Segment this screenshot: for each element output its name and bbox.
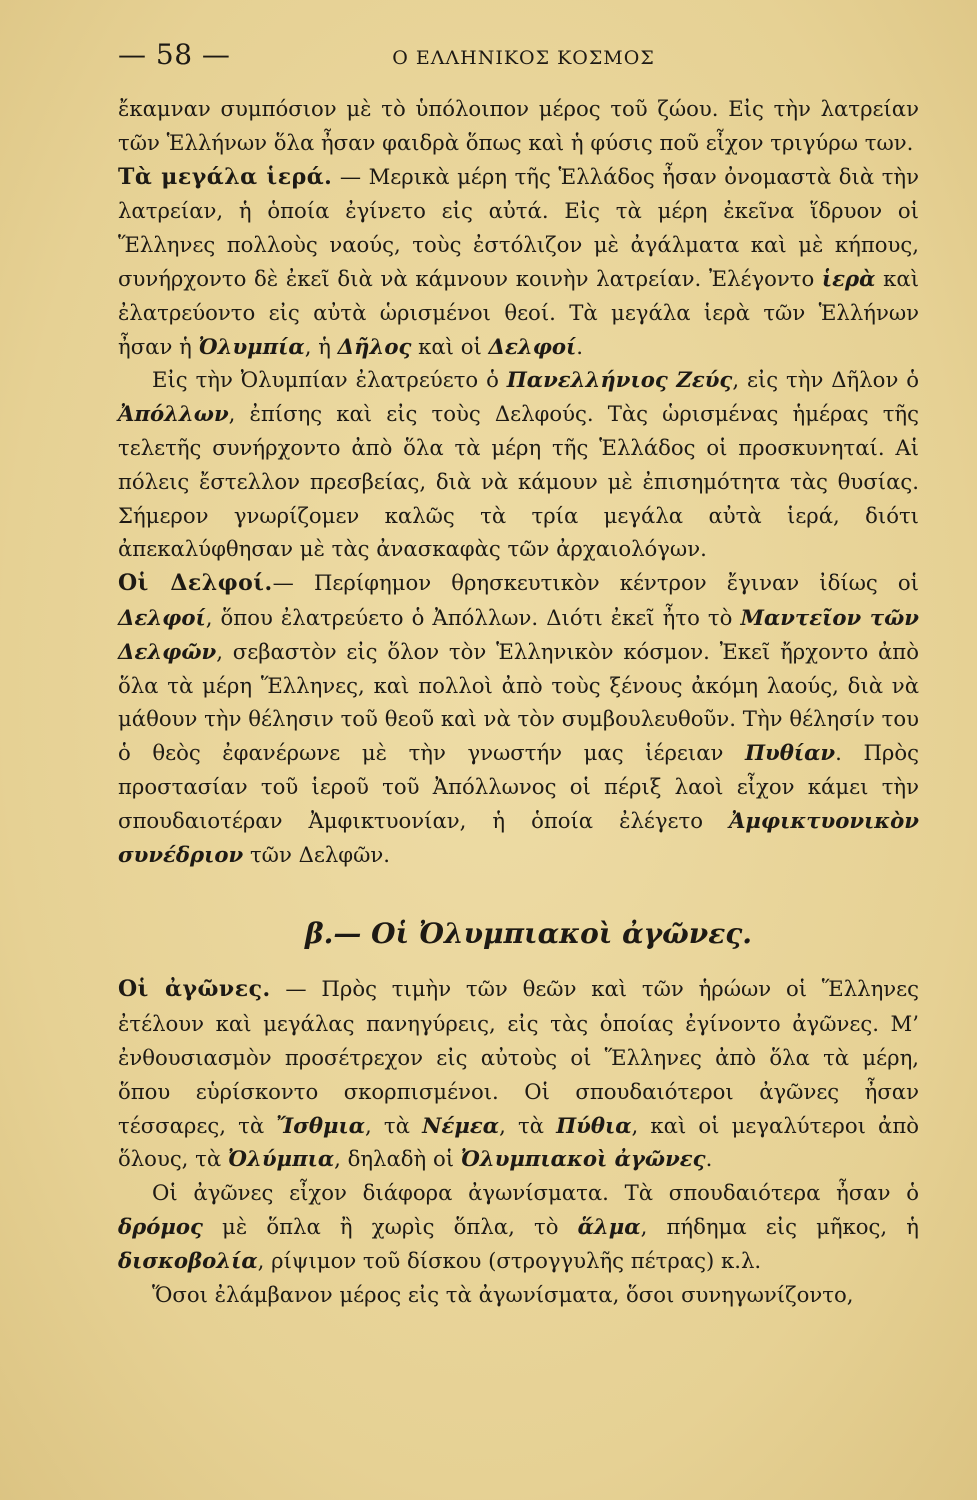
emphasis-term: Δελφοί <box>118 604 206 630</box>
running-title: Ο ΕΛΛΗΝΙΚΟΣ ΚΟΣΜΟΣ <box>392 47 655 69</box>
text-run: καὶ οἱ <box>411 333 489 359</box>
text-run: — Περίφημον θρησκευτικὸν κέντρον ἔγιναν ἰδίως οἱ <box>272 570 919 596</box>
section-lead-delphi: Οἱ Δελφοί. <box>118 570 273 597</box>
emphasis-term: Πανελλήνιος Ζεύς <box>506 367 733 393</box>
emphasis-term: δισκοβολία <box>118 1247 258 1273</box>
emphasis-term: Ἴσθμια <box>276 1112 366 1138</box>
text-run: , εἰς τὴν Δῆλον ὁ <box>732 367 919 393</box>
paragraph-gods <box>118 363 919 566</box>
text-run: τῶν Δελφῶν. <box>243 841 391 867</box>
text-run: , καὶ οἱ μεγαλύτεροι ἀπὸ ὅλους, τὰ <box>118 1112 920 1172</box>
paragraph-games <box>118 972 919 1176</box>
text-run: , ρίψιμον τοῦ δίσκου (στρογγυλῆς πέτρας) κ.λ. <box>257 1247 762 1273</box>
text-run: Εἰς τὴν Ὀλυμπίαν ἐλατρεύετο ὁ <box>152 367 507 393</box>
emphasis-term: ἅλμα <box>577 1213 641 1239</box>
text-run: . <box>576 333 583 359</box>
paragraph-sanctuaries <box>118 160 919 364</box>
text-run: . Πρὸς προστασίαν τοῦ ἱεροῦ τοῦ Ἀπόλλωνος οἱ πέριξ λαοὶ εἶχον κάμει τὴν σπουδαιοτέραν Ἀμφικτυονίαν, ἡ ὁποία ἐλέγετο <box>118 740 919 833</box>
emphasis-term: Μαντεῖον τῶν Δελφῶν <box>118 604 920 664</box>
emphasis-term: Ὀλυμπιακοὶ ἀγῶνες <box>460 1146 706 1172</box>
text-run: Οἱ ἀγῶνες εἶχον διάφορα ἀγωνίσματα. Τὰ σπουδαιότερα ἦσαν ὁ <box>152 1180 919 1206</box>
emphasis-term: Δῆλος <box>337 333 412 359</box>
paragraph-events <box>118 1176 919 1277</box>
emphasis-term: Ἀπόλλων <box>118 401 229 427</box>
emphasis-term: Πύθια <box>556 1112 632 1138</box>
paragraph-intro <box>118 92 919 160</box>
text-run: — Πρὸς τιμὴν τῶν θεῶν καὶ τῶν ἡρώων οἱ Ἕλληνες ἐτέλουν καὶ μεγάλας πανηγύρεις, εἰς τὰς ὁποίας ἐγίνοντο ἀγῶνες. Μ’ ἐνθουσιασμὸν προσέτρεχον εἰς αὐτοὺς οἱ Ἕλληνες ἀπὸ ὅλα τὰ μέρη, ὅπου εὑρίσκοντο σκορπισμένοι. Οἱ σπουδαιότεροι ἀγῶνες ἦσαν τέσσαρες, τὰ <box>118 976 920 1138</box>
emphasis-term: Νέμεα <box>422 1112 500 1138</box>
page-header <box>118 38 919 80</box>
text-run: , πήδημα εἰς μῆκος, ἡ <box>640 1213 919 1239</box>
emphasis-term: ἱερὰ <box>821 265 876 291</box>
page-number: — 58 — <box>118 38 231 71</box>
emphasis-term: δρόμος <box>118 1213 203 1239</box>
emphasis-term: Ὀλυμπία <box>198 333 305 359</box>
paragraph-participants <box>118 1278 919 1312</box>
emphasis-term: Ὀλύμπια <box>227 1146 335 1172</box>
text-run: μὲ ὅπλα ἢ χωρὶς ὅπλα, τὸ <box>202 1213 578 1239</box>
text-run: , σεβαστὸν εἰς ὅλον τὸν Ἑλληνικὸν κόσμον. Ἐκεῖ ἤρχοντο ἀπὸ ὅλα τὰ μέρη Ἕλληνες, καὶ πολλοὶ ἀπὸ τοὺς ξένους ἀκόμη λαούς, διὰ νὰ μάθουν τὴν θέλησιν τοῦ θεοῦ καὶ νὰ τὸν συμβουλευθοῦν. Τὴν θέλησίν του ὁ θεὸς ἐφανέρωνε μὲ τὴν γνωστήν μας ἱέρειαν <box>118 638 919 766</box>
text-run: , ὅπου ἐλατρεύετο ὁ Ἀπόλλων. Διότι ἐκεῖ ἦτο τὸ <box>205 604 741 630</box>
emphasis-term: Ἀμφικτυονικὸν συνέδριον <box>118 807 919 867</box>
page-body <box>118 92 919 1311</box>
text-run: , ἡ <box>304 333 338 359</box>
emphasis-term: Πυθίαν <box>745 740 836 766</box>
text-run: καὶ ἐλατρεύοντο εἰς αὐτὰ ὡρισμένοι θεοί. Τὰ μεγάλα ἱερὰ τῶν Ἑλλήνων ἦσαν ἡ <box>118 265 919 359</box>
paragraph-text: Ὅσοι ἐλάμβανον μέρος εἰς τὰ ἀγωνίσματα, ὅσοι συνηγωνίζοντο, <box>152 1281 854 1307</box>
paragraph-delphi <box>118 566 919 871</box>
text-run: , δηλαδὴ οἱ <box>334 1146 461 1172</box>
section-title: β.— Οἱ Ὀλυμπιακοὶ ἀγῶνες. <box>304 917 753 951</box>
section-lead-sanctuaries: Τὰ μεγάλα ἱερά. <box>118 163 333 190</box>
text-run: . <box>705 1146 713 1172</box>
emphasis-term: Δελφοί <box>488 333 577 359</box>
section-lead-games: Οἱ ἀγῶνες. <box>118 976 271 1003</box>
text-run: — Μερικὰ μέρη τῆς Ἑλλάδος ἦσαν ὀνομαστὰ διὰ τὴν λατρείαν, ἡ ὁποία ἐγίνετο εἰς αὐτά. Εἰς τὰ μέρη ἐκεῖνα ἵδρυον οἱ Ἕλληνες πολλοὺς ναούς, τοὺς ἐστόλιζον μὲ ἀγάλματα καὶ μὲ κήπους, συνήρχοντο δὲ ἐκεῖ διὰ νὰ κάμνουν κοινὴν λατρείαν. Ἐλέγοντο <box>118 163 919 291</box>
text-run: , τὰ <box>365 1112 423 1138</box>
paragraph-text: ἔκαμναν συμπόσιον μὲ τὸ ὑπόλοιπον μέρος τοῦ ζώου. Εἰς τὴν λατρείαν τῶν Ἑλλήνων ὅλα ἦσαν φαιδρὰ ὅπως καὶ ἡ φύσις ποῦ εἶχον τριγύρω των. <box>118 96 919 155</box>
text-run: , ἐπίσης καὶ εἰς τοὺς Δελφούς. Τὰς ὡρισμένας ἡμέρας τῆς τελετῆς συνήρχοντο ἀπὸ ὅλα τὰ μέρη τῆς Ἑλλάδος οἱ προσκυνηταί. Αἱ πόλεις ἔστελλον πρεσβείας, διὰ νὰ κάμουν μὲ ἐπισημότητα τὰς θυσίας. Σήμερον γνωρίζομεν καλῶς τὰ τρία μεγάλα αὐτὰ ἱερά, διότι ἀπεκαλύφθησαν μὲ τὰς ἀνασκαφὰς τῶν ἀρχαιολόγων. <box>118 401 919 562</box>
text-run: , τὰ <box>499 1112 557 1138</box>
